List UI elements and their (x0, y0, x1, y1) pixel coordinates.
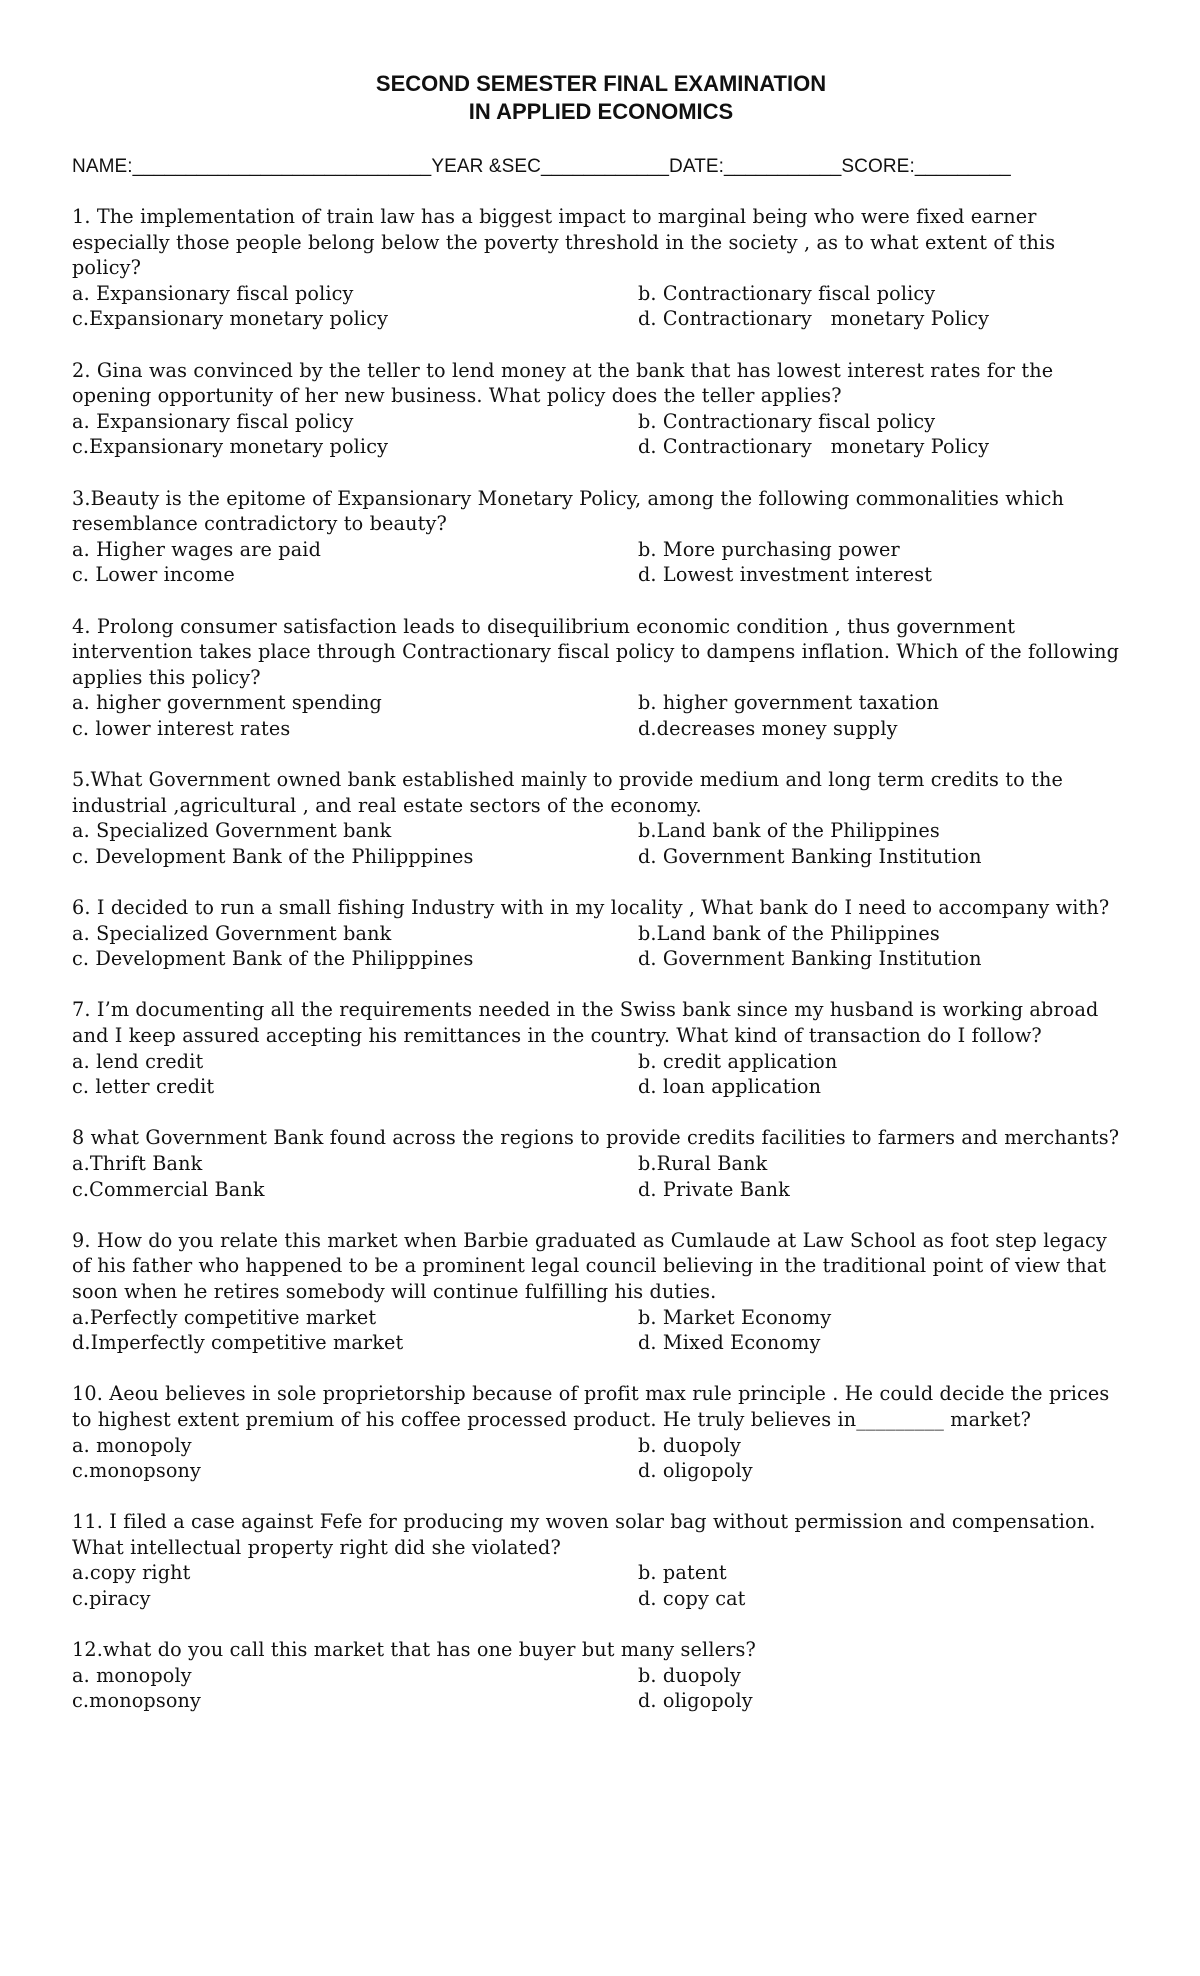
answer-choice: c.monopsony (72, 1459, 202, 1483)
answer-choice: c.Expansionary monetary policy (72, 307, 389, 331)
answer-choice: d. Government Banking Institution (638, 844, 982, 868)
answer-choices (72, 921, 1130, 972)
answer-choices (72, 537, 1130, 588)
question-text: 10. Aeou believes in sole proprietorship because of profit max rule principle . He could decide the prices to highest extent premium of his coffee processed product. He truly believes in_________ market? (72, 1382, 1110, 1431)
answer-choice: a.Perfectly competitive market (72, 1305, 377, 1329)
answer-choices (72, 1560, 1130, 1611)
answer-choice: b. Contractionary fiscal policy (638, 281, 936, 305)
answer-choice: d. Contractionary monetary Policy (638, 307, 990, 331)
question-block (72, 1637, 1130, 1714)
question-text: 3.Beauty is the epitome of Expansionary Monetary Policy, among the following commonalities which resemblance contradictory to beauty? (72, 486, 1065, 536)
answer-choice: a. Specialized Government bank (72, 819, 392, 843)
answer-choice: a. monopoly (72, 1433, 192, 1457)
answer-choice: b. duopoly (638, 1433, 741, 1457)
answer-choice: b. More purchasing power (638, 537, 900, 561)
answer-choice: c. Development Bank of the Philipppines (72, 844, 474, 868)
answer-choice: d.Imperfectly competitive market (72, 1331, 404, 1355)
question-text: 12.what do you call this market that has one buyer but many sellers? (72, 1638, 756, 1662)
question-text: 5.What Government owned bank established mainly to provide medium and long term credits to the industrial ,agricultural , and real estate sectors of the economy. (72, 768, 1063, 817)
question-block (72, 486, 1130, 588)
answer-choice: a. monopoly (72, 1663, 192, 1687)
question-block (72, 895, 1130, 972)
answer-choice: b.Rural Bank (638, 1151, 768, 1175)
question-text: 1. The implementation of train law has a biggest impact to marginal being who were fixed earner especially those people belong below the poverty threshold in the society , as to what extent of this policy? (72, 205, 1056, 280)
question-text: 6. I decided to run a small fishing Industry with in my locality , What bank do I need to accompany with? (72, 896, 1110, 920)
answer-choice: b. Contractionary fiscal policy (638, 409, 936, 433)
question-block (72, 767, 1130, 869)
question-block (72, 1228, 1130, 1356)
answer-choice: d. Government Banking Institution (638, 947, 982, 971)
answer-choices (72, 281, 1130, 332)
answer-choice: d. copy cat (638, 1587, 746, 1611)
answer-choices (72, 409, 1130, 460)
answer-choice: a. Higher wages are paid (72, 537, 322, 561)
answer-choice: d. Private Bank (638, 1177, 790, 1201)
answer-choice: a. lend credit (72, 1049, 204, 1073)
question-text: 8 what Government Bank found across the regions to provide credits facilities to farmers and merchants? (72, 1126, 1120, 1150)
answer-choice: d. Contractionary monetary Policy (638, 435, 990, 459)
answer-choice: b. higher government taxation (638, 691, 940, 715)
answer-choice: b. patent (638, 1561, 727, 1585)
question-block (72, 1125, 1130, 1202)
answer-choices (72, 1663, 1130, 1714)
answer-choice: a. Specialized Government bank (72, 921, 392, 945)
question-list (72, 204, 1130, 1714)
answer-choice: b.Land bank of the Philippines (638, 819, 940, 843)
answer-choices (72, 1151, 1130, 1202)
answer-choice: b. duopoly (638, 1663, 741, 1687)
answer-choice: c. Lower income (72, 563, 235, 587)
answer-choice: c.Expansionary monetary policy (72, 435, 389, 459)
answer-choice: a. Expansionary fiscal policy (72, 409, 354, 433)
answer-choice: b.Land bank of the Philippines (638, 921, 940, 945)
answer-choice: a.Thrift Bank (72, 1151, 203, 1175)
question-text: 11. I filed a case against Fefe for producing my woven solar bag without permission and compensation. What intellectual property right did she violated? (72, 1510, 1096, 1559)
answer-choice: a. higher government spending (72, 691, 382, 715)
answer-choice: b. credit application (638, 1049, 838, 1073)
question-block (72, 358, 1130, 460)
answer-choice: b. Market Economy (638, 1305, 832, 1329)
answer-choice: a. Expansionary fiscal policy (72, 281, 354, 305)
question-text: 7. I’m documenting all the requirements needed in the Swiss bank since my husband is working abroad and I keep assured accepting his remittances in the country. What kind of transaction do I follow? (72, 998, 1099, 1047)
answer-choice: d. oligopoly (638, 1689, 753, 1713)
student-info-fields: NAME:____________________________YEAR &SEC____________DATE:___________SCORE:_________ (72, 156, 1011, 177)
question-text: 9. How do you relate this market when Barbie graduated as Cumlaude at Law School as foot step legacy of his father who happened to be a prominent legal council believing in the traditional point of view that soon when he retires somebody will continue fulfilling his duties. (72, 1228, 1107, 1303)
question-block (72, 614, 1130, 742)
answer-choice: d. Mixed Economy (638, 1331, 821, 1355)
answer-choice: c. Development Bank of the Philipppines (72, 947, 474, 971)
answer-choice: c.Commercial Bank (72, 1177, 265, 1201)
answer-choices (72, 1305, 1130, 1356)
question-block (72, 1509, 1130, 1611)
question-block (72, 1381, 1130, 1483)
answer-choice: a.copy right (72, 1561, 191, 1585)
answer-choice: c.piracy (72, 1587, 151, 1611)
exam-title-line1: SECOND SEMESTER FINAL EXAMINATION (375, 71, 827, 96)
answer-choice: d. oligopoly (638, 1459, 753, 1483)
answer-choice: c. lower interest rates (72, 716, 291, 740)
answer-choices (72, 690, 1130, 741)
answer-choice: d. loan application (638, 1075, 822, 1099)
question-block (72, 997, 1130, 1099)
exam-title-line2: IN APPLIED ECONOMICS (468, 99, 734, 124)
answer-choices (72, 818, 1130, 869)
answer-choice: c. letter credit (72, 1075, 215, 1099)
question-text: 4. Prolong consumer satisfaction leads to disequilibrium economic condition , thus government intervention takes place through Contractionary fiscal policy to dampens inflation. Which of the following applies this policy? (72, 614, 1120, 689)
answer-choices (72, 1049, 1130, 1100)
answer-choice: c.monopsony (72, 1689, 202, 1713)
answer-choices (72, 1433, 1130, 1484)
answer-choice: d. Lowest investment interest (638, 563, 933, 587)
answer-choice: d.decreases money supply (638, 716, 898, 740)
question-text: 2. Gina was convinced by the teller to lend money at the bank that has lowest interest rates for the opening opportunity of her new business. What policy does the teller applies? (72, 358, 1054, 408)
question-block (72, 204, 1130, 332)
